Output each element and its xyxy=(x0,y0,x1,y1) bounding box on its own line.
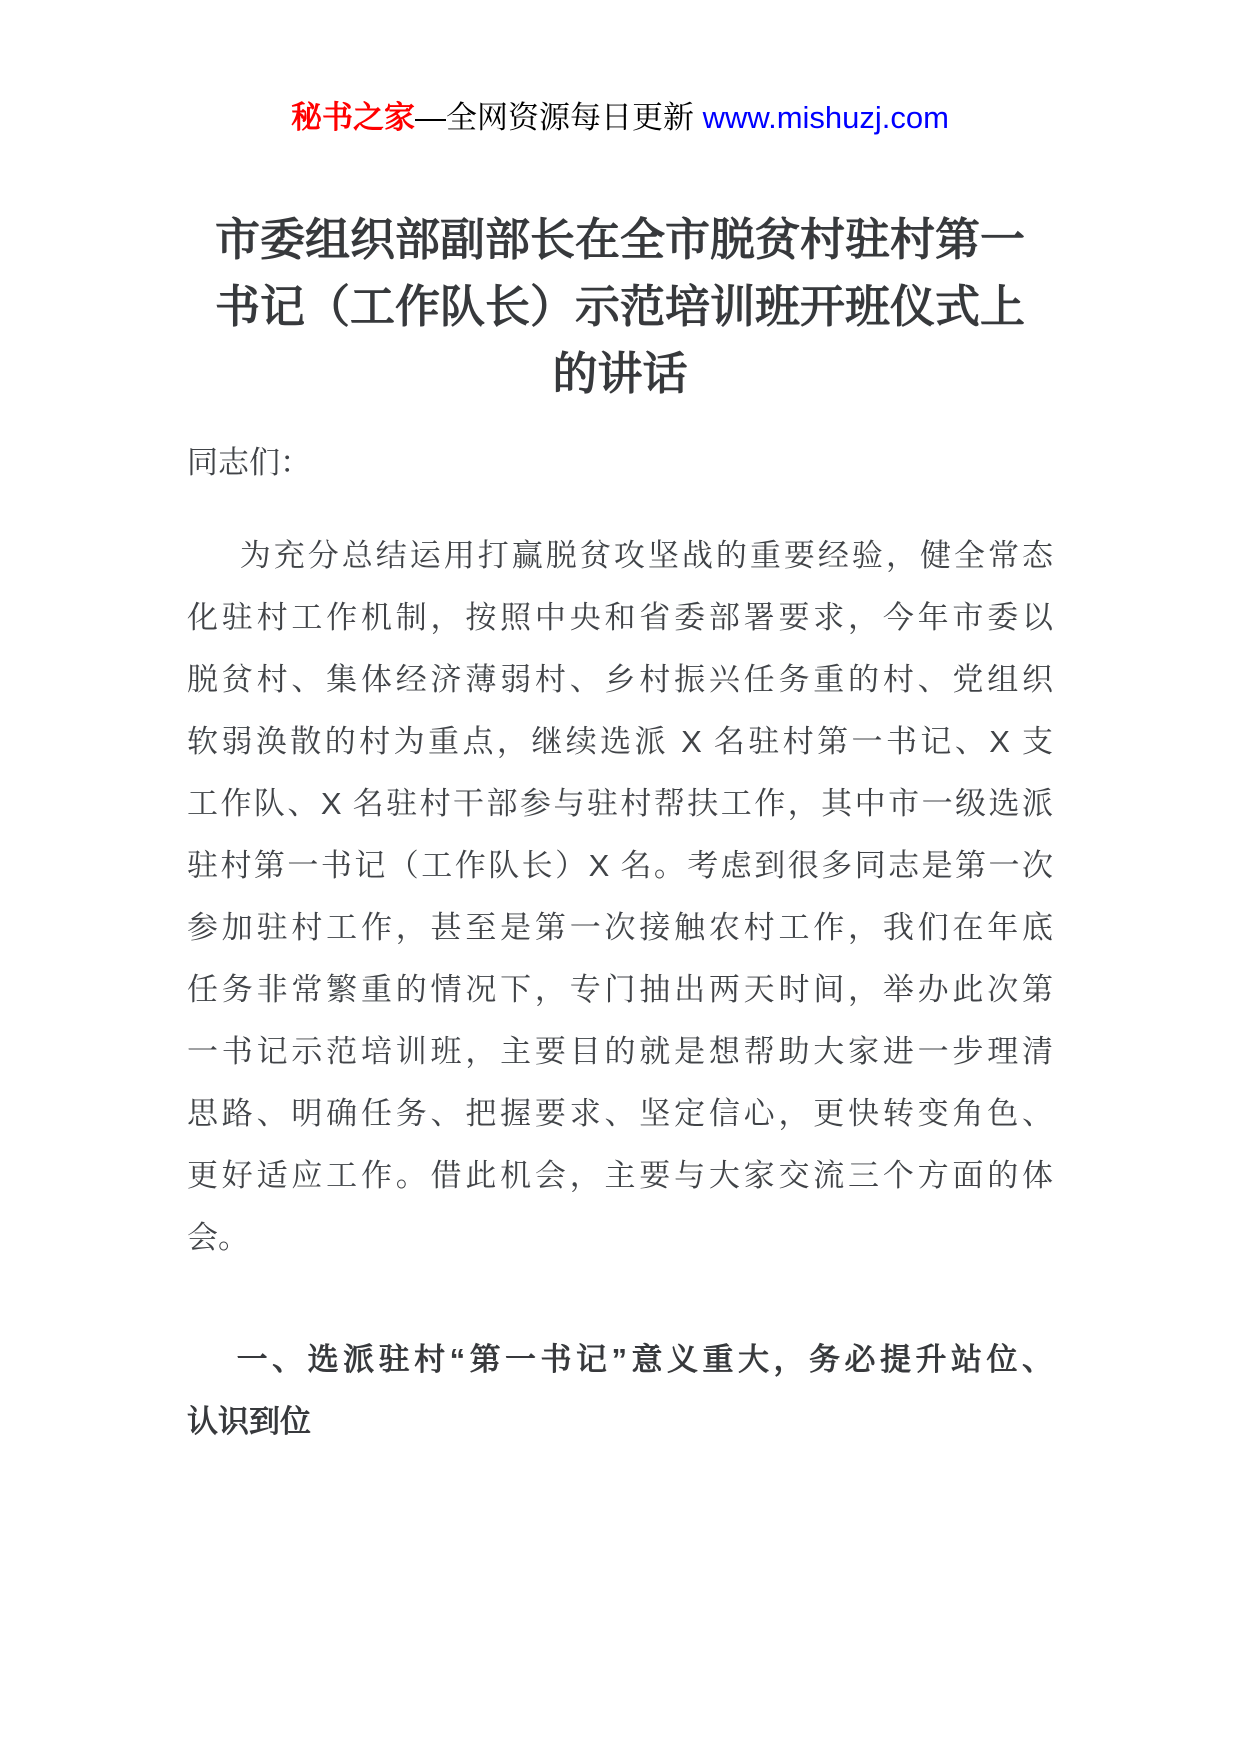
page-content xyxy=(187,96,1053,1453)
body-line: 工作队、X 名驻村干部参与驻村帮扶工作，其中市一级选派 xyxy=(187,786,1053,821)
body-line: 更好适应工作。借此机会，主要与大家交流三个方面的体 xyxy=(187,1158,1053,1193)
promo-header xyxy=(187,96,1053,140)
section-heading xyxy=(187,1329,1053,1453)
body-line: 一书记示范培训班，主要目的就是想帮助大家进一步理清 xyxy=(187,1034,1053,1069)
heading-line: 认识到位 xyxy=(187,1404,311,1439)
body-line: 参加驻村工作，甚至是第一次接触农村工作，我们在年底 xyxy=(187,910,1053,945)
body-line: 为充分总结运用打赢脱贫攻坚战的重要经验，健全常态 xyxy=(239,538,1053,573)
body-line: 脱贫村、集体经济薄弱村、乡村振兴任务重的村、党组织 xyxy=(187,662,1053,697)
title-line: 市委组织部副部长在全市脱贫村驻村第一 xyxy=(214,214,1025,265)
page-title xyxy=(187,206,1053,407)
title-line: 的讲话 xyxy=(552,348,688,399)
header-url-link[interactable]: www.mishuzj.com xyxy=(702,100,949,135)
body-paragraph xyxy=(187,525,1053,1269)
header-tagline: —全网资源每日更新 xyxy=(415,100,703,135)
body-line: 软弱涣散的村为重点，继续选派 X 名驻村第一书记、X 支 xyxy=(187,724,1053,759)
body-line: 任务非常繁重的情况下，专门抽出两天时间，举办此次第 xyxy=(187,972,1053,1007)
heading-line: 一、选派驻村“第一书记”意义重大，务必提升站位、 xyxy=(236,1342,1053,1377)
body-line: 驻村第一书记（工作队长）X 名。考虑到很多同志是第一次 xyxy=(187,848,1053,883)
body-line: 会。 xyxy=(187,1220,249,1255)
body-line: 思路、明确任务、把握要求、坚定信心，更快转变角色、 xyxy=(187,1096,1053,1131)
brand-text: 秘书之家 xyxy=(291,100,416,135)
body-line: 化驻村工作机制，按照中央和省委部署要求，今年市委以 xyxy=(187,600,1053,635)
salutation: 同志们： xyxy=(187,445,311,480)
title-line: 书记（工作队长）示范培训班开班仪式上 xyxy=(214,281,1025,332)
